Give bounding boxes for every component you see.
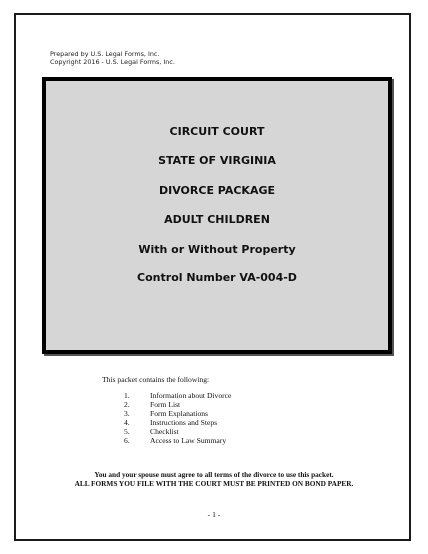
- contents-list: [124, 392, 231, 445]
- list-item-label: Information about Divorce: [150, 391, 232, 400]
- page-number: - 1 -: [207, 510, 221, 519]
- contents-intro: This packet contains the following:: [102, 375, 210, 384]
- list-item-number: 1.: [124, 391, 130, 400]
- list-item-label: Form List: [150, 399, 181, 409]
- title-box: [42, 77, 392, 354]
- bond-paper-notice: ALL FORMS YOU FILE WITH THE COURT MUST BE PRINTED ON BOND PAPER.: [74, 479, 354, 488]
- control-number: Control Number VA-004-D: [137, 271, 297, 284]
- list-item-label: Access to Law Summary: [150, 435, 227, 445]
- preparer-block: [50, 50, 175, 66]
- court-title: CIRCUIT COURT: [169, 125, 265, 138]
- list-item-label: Form Explanations: [150, 408, 209, 418]
- list-item-number: 4.: [124, 417, 130, 427]
- package-title: DIVORCE PACKAGE: [159, 184, 275, 197]
- prepared-by-text: Prepared by U.S. Legal Forms, Inc.: [50, 50, 160, 58]
- copyright-text: Copyright 2016 - U.S. Legal Forms, Inc.: [50, 58, 175, 67]
- list-item-label: Checklist: [150, 426, 179, 436]
- list-item-number: 6.: [124, 435, 130, 445]
- list-item-number: 2.: [124, 399, 130, 409]
- property-title: With or Without Property: [138, 243, 296, 256]
- list-item-label: Instructions and Steps: [150, 417, 218, 427]
- subtitle-title: ADULT CHILDREN: [164, 213, 270, 226]
- list-item: [124, 437, 231, 446]
- list-item-number: 3.: [124, 408, 130, 418]
- list-item-number: 5.: [124, 426, 130, 436]
- state-title: STATE OF VIRGINIA: [158, 154, 276, 167]
- agreement-notice: You and your spouse must agree to all terms of the divorce to use this packet.: [94, 470, 334, 479]
